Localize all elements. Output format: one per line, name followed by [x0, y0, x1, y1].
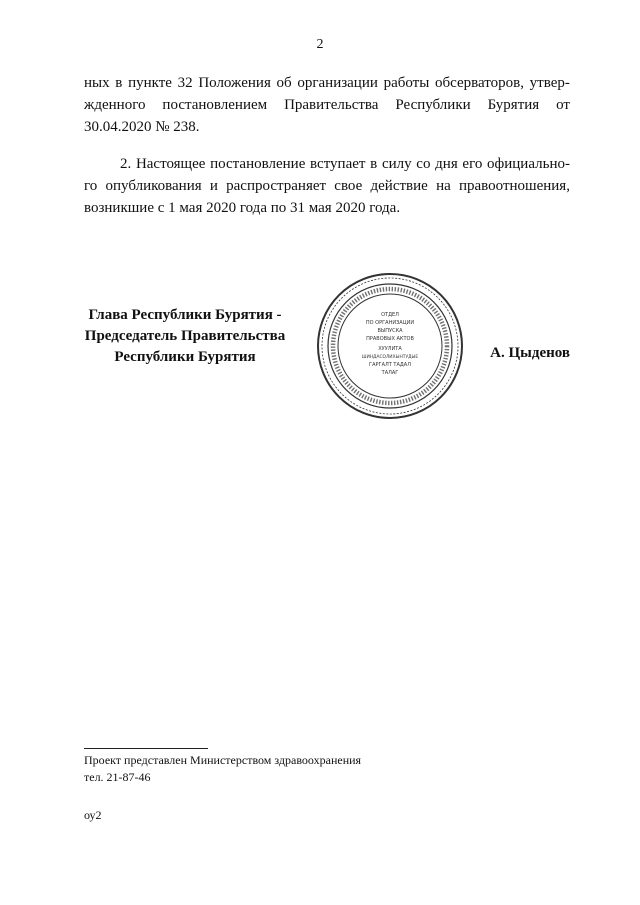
- word: вступает: [310, 156, 366, 172]
- word: Бурятия: [487, 97, 540, 113]
- word: 2.: [120, 156, 132, 172]
- word: 32: [177, 75, 193, 91]
- word: Правительства: [284, 97, 379, 113]
- word: Положения: [198, 75, 271, 91]
- official-seal: [316, 272, 464, 420]
- paragraph-2-line-2: [84, 175, 570, 197]
- word: го: [84, 178, 98, 194]
- word: пункте: [128, 75, 172, 91]
- signatory-position-line-3: Республики Бурятия: [114, 349, 256, 365]
- word: официально-: [487, 156, 570, 172]
- word: Настоящее: [135, 156, 206, 172]
- paragraph-1-line-1: [84, 72, 570, 94]
- word: правоотношения,: [458, 178, 570, 194]
- word: организации: [297, 75, 378, 91]
- word: от: [556, 97, 570, 113]
- word: жденного: [84, 97, 146, 113]
- footnote-divider: [84, 748, 208, 749]
- paragraph-2-line-1: [84, 153, 570, 175]
- word: распространяет: [226, 178, 327, 194]
- paragraph-2: [84, 153, 570, 219]
- word: Республики: [395, 97, 471, 113]
- seal-text-line-4: ПРАВОВЫХ АКТОВ: [366, 336, 414, 342]
- word: в: [370, 156, 378, 172]
- word: постановление: [210, 156, 306, 172]
- seal-text-line-2: ПО ОРГАНИЗАЦИИ: [365, 320, 415, 326]
- signatory-position-line-2: Председатель Правительства: [84, 328, 286, 344]
- word: обсерваторов,: [435, 75, 524, 91]
- paragraph-2-line-3: возникшие с 1 мая 2020 года по 31 мая 2020 года.: [84, 200, 401, 216]
- word: на: [436, 178, 451, 194]
- word: дня: [435, 156, 458, 172]
- signatory-name: А. Цыденов: [490, 345, 570, 361]
- word: со: [416, 156, 431, 172]
- paragraph-1: [84, 72, 570, 138]
- word: действие: [370, 178, 428, 194]
- footnote-project-note: Проект представлен Министерством здравоохранения: [84, 753, 362, 767]
- word: опубликования: [105, 178, 202, 194]
- word: свое: [334, 178, 363, 194]
- word: ных: [84, 75, 110, 91]
- word: об: [276, 75, 292, 91]
- word: и: [209, 178, 218, 194]
- seal-text-line-1: ОТДЕЛ: [381, 312, 399, 318]
- page-number: 2: [316, 37, 324, 52]
- word: утвер-: [529, 75, 570, 91]
- word: силу: [381, 156, 412, 172]
- seal-text-line-8: ТАЛАГ: [381, 370, 399, 376]
- seal-text-line-6: ШИНДАСОЛИХЫНТУДЫЕ: [361, 355, 419, 360]
- word: в: [115, 75, 123, 91]
- seal-inner-text: [362, 312, 419, 376]
- signatory-position: [70, 305, 300, 368]
- word: работы: [383, 75, 430, 91]
- footnote-phone: тел. 21-87-46: [84, 770, 151, 784]
- word: его: [462, 156, 483, 172]
- signatory-position-line-1: Глава Республики Бурятия -: [88, 307, 282, 323]
- seal-text-line-5: ХУУЛИТА: [378, 346, 402, 352]
- document-code: оу2: [84, 808, 102, 822]
- seal-text-line-3: ВЫПУСКА: [377, 328, 403, 334]
- paragraph-1-line-3: 30.04.2020 № 238.: [84, 119, 200, 135]
- paragraph-1-line-2: [84, 94, 570, 116]
- seal-text-line-7: ГАРГАЛТ ТАДАЛ: [369, 362, 411, 368]
- word: постановлением: [162, 97, 268, 113]
